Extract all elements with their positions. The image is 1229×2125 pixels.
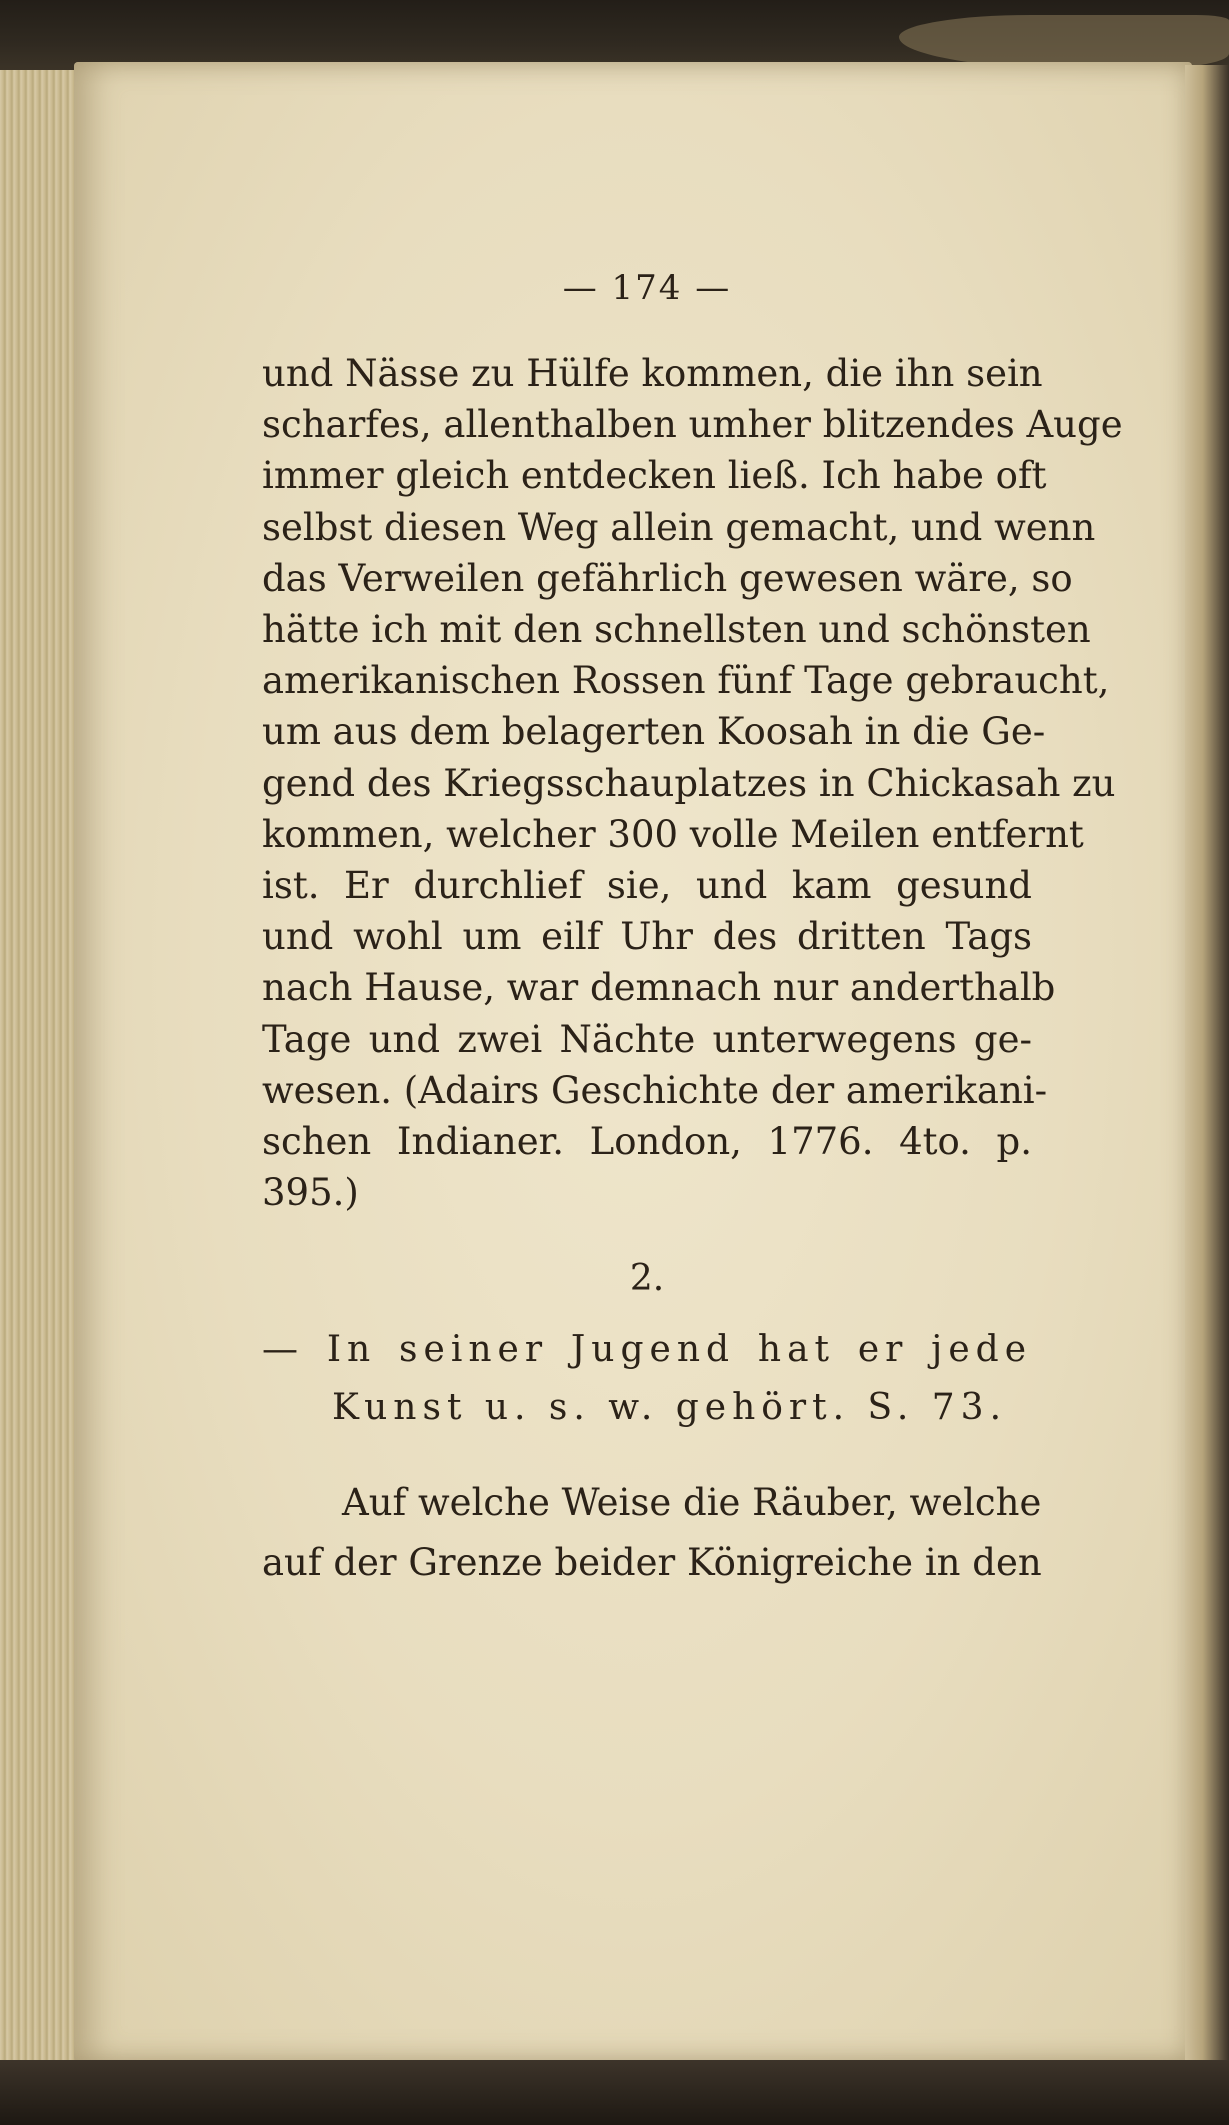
- section-number: 2.: [629, 1258, 665, 1300]
- quote-line: Kunst u. s. w. gehört. S. 73.: [332, 1387, 1008, 1429]
- text-line: gend des Kriegsschauplatzes in Chickasah zu: [262, 761, 1116, 805]
- text-line: das Verweilen gefährlich gewesen wäre, so: [262, 556, 1073, 600]
- page-right-edge: [1185, 65, 1229, 2065]
- text-line: Tage und zwei Nächte unterwegens ge-: [262, 1017, 1032, 1061]
- page-number: — 174 —: [562, 268, 732, 308]
- text-line: schen Indianer. London, 1776. 4to. p.: [262, 1120, 1032, 1164]
- text-line: um aus dem belagerten Koosah in die Ge-: [262, 710, 1046, 754]
- text-line: und wohl um eilf Uhr des dritten Tags: [262, 915, 1032, 959]
- text-line: selbst diesen Weg allein gemacht, und wenn: [262, 505, 1096, 549]
- text-line: immer gleich entdecken ließ. Ich habe oft: [262, 454, 1047, 498]
- quoted-reference: [262, 1321, 1032, 1437]
- text-line: scharfes, allenthalben umher blitzendes Auge: [262, 403, 1123, 447]
- page-text: [262, 268, 1123, 1593]
- text-line: Auf welche Weise die Räuber, welche: [342, 1481, 1042, 1525]
- text-line: wesen. (Adairs Geschichte der amerikani-: [262, 1068, 1048, 1112]
- text-line: nach Hause, war demnach nur anderthalb: [262, 966, 1056, 1010]
- bottom-shadow: [0, 2060, 1229, 2125]
- body-paragraph: [262, 348, 1123, 1218]
- next-paragraph: [262, 1473, 1042, 1593]
- text-line: auf der Grenze beider Königreiche in den: [262, 1541, 1042, 1585]
- quote-line: — In seiner Jugend hat er jede: [262, 1329, 1032, 1371]
- text-line: hätte ich mit den schnellsten und schönsten: [262, 608, 1091, 652]
- text-line: ist. Er durchlief sie, und kam gesund: [262, 864, 1032, 908]
- text-line: kommen, welcher 300 volle Meilen entfernt: [262, 812, 1084, 856]
- text-line: und Nässe zu Hülfe kommen, die ihn sein: [262, 352, 1043, 395]
- text-line: amerikanischen Rossen fünf Tage gebraucht,: [262, 659, 1110, 703]
- text-line: 395.): [262, 1171, 359, 1215]
